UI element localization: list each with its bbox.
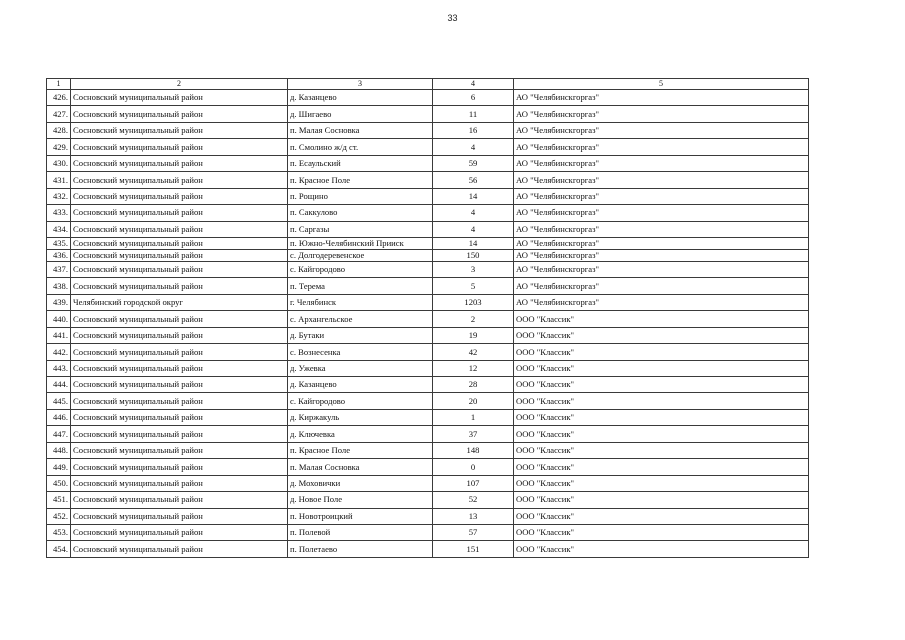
row-number: 431. — [47, 172, 71, 188]
organization-cell: ООО "Классик" — [514, 492, 809, 508]
count-cell: 107 — [433, 475, 514, 491]
header-row — [47, 79, 809, 90]
header-col-2: 2 — [71, 79, 288, 90]
table-row — [47, 139, 809, 155]
district-cell: Сосновский муниципальный район — [71, 442, 288, 458]
organization-cell: ООО "Классик" — [514, 508, 809, 524]
count-cell: 0 — [433, 459, 514, 475]
row-number: 432. — [47, 188, 71, 204]
table-row — [47, 122, 809, 138]
row-number: 426. — [47, 90, 71, 106]
table-row — [47, 426, 809, 442]
locality-cell: п. Новотроицкий — [288, 508, 433, 524]
row-number: 445. — [47, 393, 71, 409]
district-cell: Сосновский муниципальный район — [71, 249, 288, 261]
table-row — [47, 221, 809, 237]
table-row — [47, 541, 809, 557]
locality-cell: п. Красное Поле — [288, 442, 433, 458]
row-number: 443. — [47, 360, 71, 376]
table-row — [47, 155, 809, 171]
district-cell: Сосновский муниципальный район — [71, 122, 288, 138]
district-cell: Сосновский муниципальный район — [71, 409, 288, 425]
count-cell: 56 — [433, 172, 514, 188]
table-row — [47, 377, 809, 393]
count-cell: 57 — [433, 524, 514, 540]
organization-cell: АО "Челябинскгоргаз" — [514, 249, 809, 261]
table-row — [47, 524, 809, 540]
district-cell: Сосновский муниципальный район — [71, 393, 288, 409]
district-cell: Сосновский муниципальный район — [71, 344, 288, 360]
count-cell: 4 — [433, 205, 514, 221]
locality-cell: с. Вознесенка — [288, 344, 433, 360]
district-cell: Сосновский муниципальный район — [71, 541, 288, 557]
count-cell: 5 — [433, 278, 514, 294]
row-number: 444. — [47, 377, 71, 393]
count-cell: 13 — [433, 508, 514, 524]
district-cell: Сосновский муниципальный район — [71, 261, 288, 277]
count-cell: 14 — [433, 237, 514, 249]
organization-cell: АО "Челябинскгоргаз" — [514, 122, 809, 138]
registry-table — [46, 78, 809, 558]
count-cell: 11 — [433, 106, 514, 122]
organization-cell: ООО "Классик" — [514, 409, 809, 425]
table-row — [47, 442, 809, 458]
district-cell: Сосновский муниципальный район — [71, 221, 288, 237]
organization-cell: ООО "Классик" — [514, 360, 809, 376]
district-cell: Сосновский муниципальный район — [71, 459, 288, 475]
organization-cell: ООО "Классик" — [514, 426, 809, 442]
count-cell: 148 — [433, 442, 514, 458]
table-row — [47, 205, 809, 221]
count-cell: 28 — [433, 377, 514, 393]
organization-cell: ООО "Классик" — [514, 442, 809, 458]
organization-cell: АО "Челябинскгоргаз" — [514, 205, 809, 221]
locality-cell: с. Кайгородово — [288, 393, 433, 409]
row-number: 442. — [47, 344, 71, 360]
row-number: 449. — [47, 459, 71, 475]
row-number: 429. — [47, 139, 71, 155]
table-row — [47, 508, 809, 524]
district-cell: Сосновский муниципальный район — [71, 90, 288, 106]
locality-cell: п. Полевой — [288, 524, 433, 540]
row-number: 453. — [47, 524, 71, 540]
table-row — [47, 393, 809, 409]
organization-cell: АО "Челябинскгоргаз" — [514, 294, 809, 310]
organization-cell: АО "Челябинскгоргаз" — [514, 90, 809, 106]
district-cell: Сосновский муниципальный район — [71, 155, 288, 171]
organization-cell: ООО "Классик" — [514, 311, 809, 327]
locality-cell: п. Саккулово — [288, 205, 433, 221]
row-number: 448. — [47, 442, 71, 458]
count-cell: 37 — [433, 426, 514, 442]
district-cell: Сосновский муниципальный район — [71, 508, 288, 524]
row-number: 452. — [47, 508, 71, 524]
count-cell: 1203 — [433, 294, 514, 310]
table-row — [47, 188, 809, 204]
district-cell: Сосновский муниципальный район — [71, 327, 288, 343]
count-cell: 1 — [433, 409, 514, 425]
header-col-4: 4 — [433, 79, 514, 90]
table-row — [47, 237, 809, 249]
district-cell: Сосновский муниципальный район — [71, 139, 288, 155]
organization-cell: АО "Челябинскгоргаз" — [514, 278, 809, 294]
organization-cell: АО "Челябинскгоргаз" — [514, 139, 809, 155]
locality-cell: д. Казанцево — [288, 90, 433, 106]
locality-cell: п. Красное Поле — [288, 172, 433, 188]
district-cell: Сосновский муниципальный район — [71, 475, 288, 491]
row-number: 436. — [47, 249, 71, 261]
locality-cell: д. Шигаево — [288, 106, 433, 122]
organization-cell: АО "Челябинскгоргаз" — [514, 261, 809, 277]
table-body — [47, 90, 809, 558]
count-cell: 150 — [433, 249, 514, 261]
locality-cell: п. Смолино ж/д ст. — [288, 139, 433, 155]
organization-cell: АО "Челябинскгоргаз" — [514, 106, 809, 122]
district-cell: Сосновский муниципальный район — [71, 524, 288, 540]
table-row — [47, 475, 809, 491]
table-row — [47, 172, 809, 188]
row-number: 427. — [47, 106, 71, 122]
count-cell: 3 — [433, 261, 514, 277]
organization-cell: ООО "Классик" — [514, 327, 809, 343]
organization-cell: ООО "Классик" — [514, 393, 809, 409]
locality-cell: п. Есаульский — [288, 155, 433, 171]
locality-cell: д. Ужевка — [288, 360, 433, 376]
table-row — [47, 311, 809, 327]
organization-cell: ООО "Классик" — [514, 377, 809, 393]
row-number: 447. — [47, 426, 71, 442]
organization-cell: ООО "Классик" — [514, 459, 809, 475]
organization-cell: АО "Челябинскгоргаз" — [514, 172, 809, 188]
locality-cell: д. Киржакуль — [288, 409, 433, 425]
district-cell: Сосновский муниципальный район — [71, 278, 288, 294]
table-row — [47, 90, 809, 106]
row-number: 433. — [47, 205, 71, 221]
table-row — [47, 360, 809, 376]
table-row — [47, 261, 809, 277]
header-col-5: 5 — [514, 79, 809, 90]
row-number: 428. — [47, 122, 71, 138]
table-row — [47, 249, 809, 261]
organization-cell: АО "Челябинскгоргаз" — [514, 155, 809, 171]
count-cell: 19 — [433, 327, 514, 343]
locality-cell: с. Кайгородово — [288, 261, 433, 277]
locality-cell: п. Саргазы — [288, 221, 433, 237]
table-row — [47, 492, 809, 508]
locality-cell: п. Малая Сосновка — [288, 122, 433, 138]
locality-cell: д. Бутаки — [288, 327, 433, 343]
count-cell: 20 — [433, 393, 514, 409]
district-cell: Сосновский муниципальный район — [71, 360, 288, 376]
row-number: 451. — [47, 492, 71, 508]
organization-cell: ООО "Классик" — [514, 541, 809, 557]
row-number: 438. — [47, 278, 71, 294]
row-number: 434. — [47, 221, 71, 237]
table-row — [47, 106, 809, 122]
locality-cell: с. Долгодеревенское — [288, 249, 433, 261]
table-row — [47, 278, 809, 294]
row-number: 441. — [47, 327, 71, 343]
locality-cell: п. Малая Сосновка — [288, 459, 433, 475]
table-row — [47, 409, 809, 425]
count-cell: 6 — [433, 90, 514, 106]
table-row — [47, 294, 809, 310]
count-cell: 2 — [433, 311, 514, 327]
count-cell: 52 — [433, 492, 514, 508]
district-cell: Сосновский муниципальный район — [71, 106, 288, 122]
locality-cell: с. Архангельское — [288, 311, 433, 327]
count-cell: 12 — [433, 360, 514, 376]
organization-cell: ООО "Классик" — [514, 475, 809, 491]
count-cell: 16 — [433, 122, 514, 138]
district-cell: Челябинский городской округ — [71, 294, 288, 310]
count-cell: 4 — [433, 139, 514, 155]
locality-cell: д. Казанцево — [288, 377, 433, 393]
district-cell: Сосновский муниципальный район — [71, 426, 288, 442]
count-cell: 42 — [433, 344, 514, 360]
count-cell: 4 — [433, 221, 514, 237]
count-cell: 151 — [433, 541, 514, 557]
locality-cell: п. Терема — [288, 278, 433, 294]
row-number: 446. — [47, 409, 71, 425]
organization-cell: АО "Челябинскгоргаз" — [514, 221, 809, 237]
page-number: 33 — [447, 13, 458, 23]
table-header — [47, 79, 809, 90]
row-number: 437. — [47, 261, 71, 277]
district-cell: Сосновский муниципальный район — [71, 172, 288, 188]
row-number: 439. — [47, 294, 71, 310]
locality-cell: д. Ключевка — [288, 426, 433, 442]
locality-cell: п. Полетаево — [288, 541, 433, 557]
organization-cell: АО "Челябинскгоргаз" — [514, 188, 809, 204]
district-cell: Сосновский муниципальный район — [71, 237, 288, 249]
row-number: 430. — [47, 155, 71, 171]
table-row — [47, 327, 809, 343]
district-cell: Сосновский муниципальный район — [71, 205, 288, 221]
locality-cell: д. Моховички — [288, 475, 433, 491]
district-cell: Сосновский муниципальный район — [71, 377, 288, 393]
organization-cell: ООО "Классик" — [514, 524, 809, 540]
table-row — [47, 344, 809, 360]
organization-cell: АО "Челябинскгоргаз" — [514, 237, 809, 249]
count-cell: 14 — [433, 188, 514, 204]
locality-cell: г. Челябинск — [288, 294, 433, 310]
header-col-1: 1 — [47, 79, 71, 90]
row-number: 440. — [47, 311, 71, 327]
table-row — [47, 459, 809, 475]
locality-cell: п. Рощино — [288, 188, 433, 204]
row-number: 454. — [47, 541, 71, 557]
row-number: 450. — [47, 475, 71, 491]
row-number: 435. — [47, 237, 71, 249]
district-cell: Сосновский муниципальный район — [71, 492, 288, 508]
district-cell: Сосновский муниципальный район — [71, 188, 288, 204]
header-col-3: 3 — [288, 79, 433, 90]
organization-cell: ООО "Классик" — [514, 344, 809, 360]
locality-cell: п. Южно-Челябинский Прииск — [288, 237, 433, 249]
locality-cell: д. Новое Поле — [288, 492, 433, 508]
count-cell: 59 — [433, 155, 514, 171]
district-cell: Сосновский муниципальный район — [71, 311, 288, 327]
